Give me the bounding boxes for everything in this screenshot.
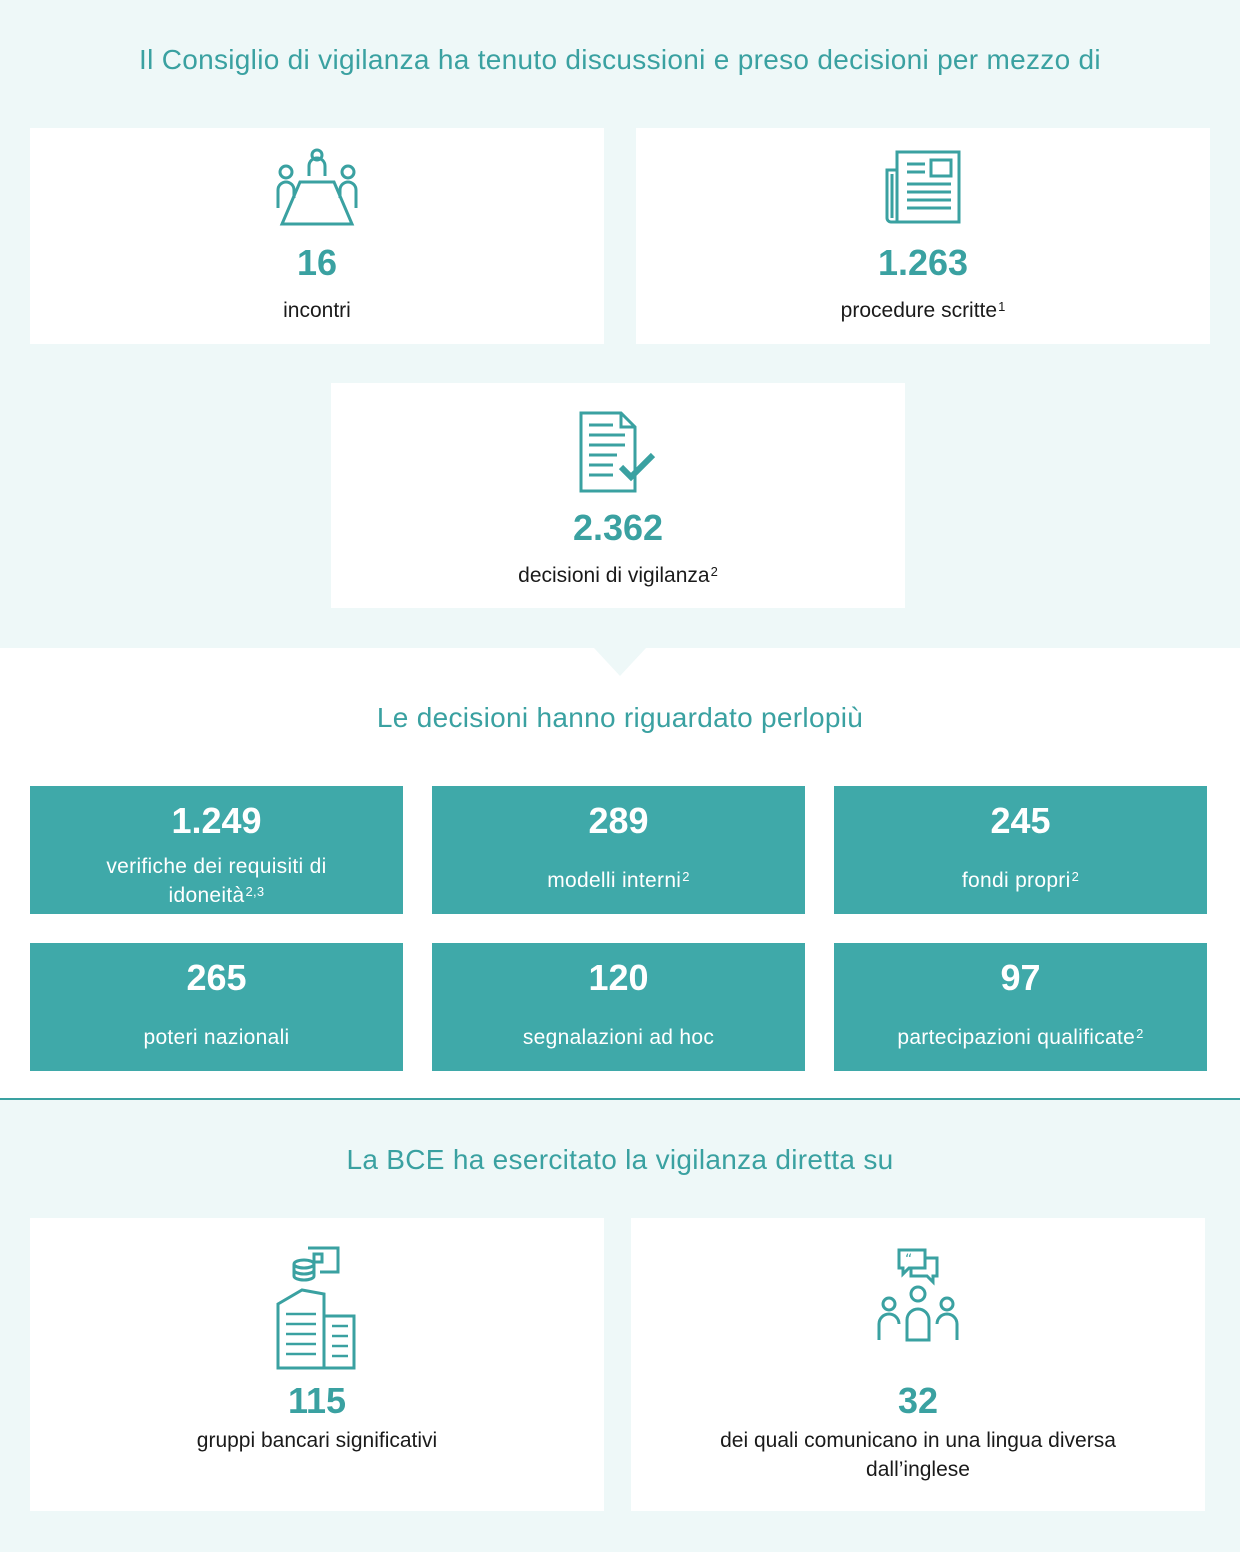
section-title-direct-supervision: La BCE ha esercitato la vigilanza diretta su xyxy=(346,1144,894,1175)
non-english-groups-label: dei quali comunicano in una lingua diversa dall’inglese xyxy=(720,1429,1116,1481)
national-powers-label: poteri nazionali xyxy=(143,1026,290,1049)
footnote-marker: 2,3 xyxy=(245,884,265,899)
supervisory-decisions-number: 2.362 xyxy=(572,507,664,548)
own-funds-number: 245 xyxy=(990,800,1051,841)
people-speech-icon xyxy=(877,1246,959,1347)
qualifying-holdings-label: partecipazioni qualificate$^2$ xyxy=(897,1026,1144,1049)
meetings-label: incontri xyxy=(283,299,351,322)
pointer-arrow xyxy=(594,648,646,676)
section-title-board: Il Consiglio di vigilanza ha tenuto discussioni e preso decisioni per mezzo di xyxy=(139,44,1101,75)
meeting-table-icon xyxy=(276,148,358,233)
card-meetings xyxy=(30,128,604,344)
svg-text:“: “ xyxy=(905,1252,913,1268)
non-english-groups-number: 32 xyxy=(897,1380,939,1421)
footnote-marker: 2 xyxy=(682,869,690,884)
section-divider xyxy=(0,1098,1240,1100)
ad-hoc-reports-label: segnalazioni ad hoc xyxy=(522,1026,715,1049)
footnote-marker: 2 xyxy=(1071,869,1080,884)
written-document-icon xyxy=(883,146,963,231)
footnote-marker: 2 xyxy=(710,564,718,579)
supervisory-decisions-label: decisioni di vigilanza$^2$ xyxy=(518,564,718,587)
box-qualifying-holdings xyxy=(834,943,1207,1071)
meetings-number: 16 xyxy=(296,242,338,283)
box-own-funds xyxy=(834,786,1207,914)
card-non-english-groups xyxy=(631,1218,1205,1511)
fit-and-proper-label: verifiche dei requisiti di idoneità$^{2,3}$ xyxy=(106,855,327,907)
box-ad-hoc-reports xyxy=(432,943,805,1071)
bank-buildings-icon xyxy=(276,1246,358,1375)
document-check-icon xyxy=(577,411,659,498)
written-procedures-number: 1.263 xyxy=(877,242,969,283)
card-supervisory-decisions xyxy=(331,383,905,608)
qualifying-holdings-number: 97 xyxy=(1000,957,1041,998)
own-funds-label: fondi propri$^2$ xyxy=(961,869,1080,892)
section-title-decisions: Le decisioni hanno riguardato perlopiù xyxy=(376,702,864,733)
footnote-marker: 1 xyxy=(998,299,1006,314)
box-national-powers xyxy=(30,943,403,1071)
significant-groups-number: 115 xyxy=(287,1380,347,1421)
box-internal-models xyxy=(432,786,805,914)
internal-models-label: modelli interni$^2$ xyxy=(547,869,690,892)
ad-hoc-reports-number: 120 xyxy=(588,957,649,998)
card-written-procedures xyxy=(636,128,1210,344)
significant-groups-label: gruppi bancari significativi xyxy=(196,1429,438,1452)
footnote-marker: 2 xyxy=(1136,1026,1144,1041)
fit-and-proper-number: 1.249 xyxy=(171,800,262,841)
written-procedures-label: procedure scritte$^1$ xyxy=(840,299,1006,322)
internal-models-number: 289 xyxy=(588,800,649,841)
national-powers-number: 265 xyxy=(186,957,247,998)
box-fit-and-proper xyxy=(30,786,403,914)
card-significant-groups xyxy=(30,1218,604,1511)
